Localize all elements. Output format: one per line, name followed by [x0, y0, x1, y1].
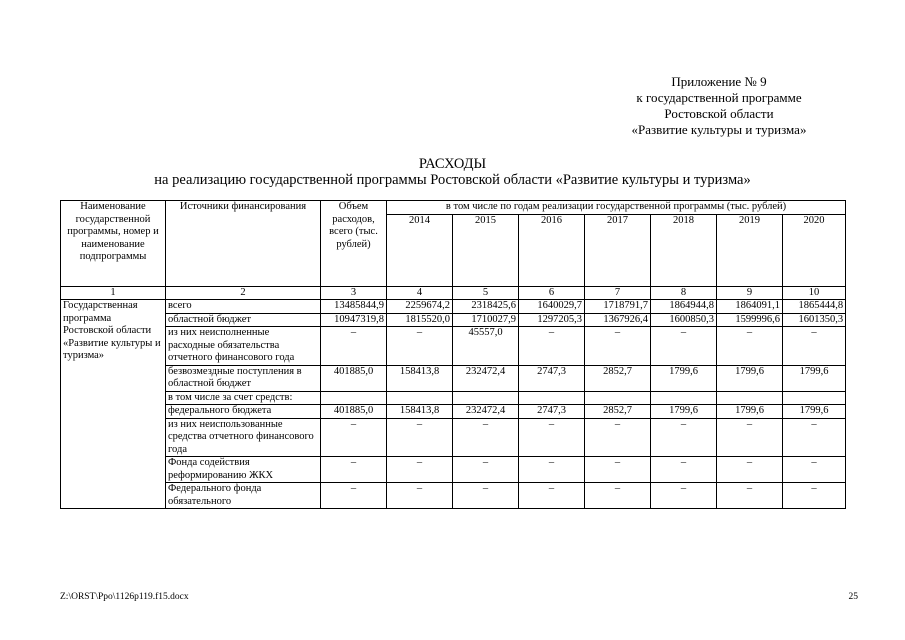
value-cell: –: [651, 327, 717, 366]
footer-file-path: Z:\ORST\Ppo\1126p119.f15.docx: [60, 592, 189, 602]
program-name-cell: Государственная программа Ростовской области «Развитие культуры и туризма»: [61, 300, 166, 509]
value-cell: [387, 391, 453, 405]
value-cell: –: [585, 327, 651, 366]
header-year: 2017: [585, 214, 651, 286]
value-cell: 1799,6: [651, 405, 717, 419]
value-cell: 1815520,0: [387, 313, 453, 327]
value-cell: [717, 391, 783, 405]
source-cell: из них неиспользованные средства отчетного финансового года: [166, 418, 321, 457]
value-cell: –: [585, 457, 651, 483]
value-cell: –: [321, 457, 387, 483]
value-cell: 2852,7: [585, 405, 651, 419]
value-cell: 1718791,7: [585, 300, 651, 314]
value-cell: –: [453, 483, 519, 509]
value-cell: 1367926,4: [585, 313, 651, 327]
value-cell: 401885,0: [321, 405, 387, 419]
column-number-row: [61, 286, 846, 300]
value-cell: –: [519, 483, 585, 509]
source-cell: безвозмездные поступления в областной бюджет: [166, 365, 321, 391]
column-number: 9: [717, 286, 783, 300]
table-row: [61, 405, 846, 419]
appendix-line-4: «Развитие культуры и туризма»: [631, 122, 807, 137]
value-cell: 232472,4: [453, 405, 519, 419]
value-cell: –: [651, 483, 717, 509]
value-cell: 158413,8: [387, 365, 453, 391]
appendix-line-1: Приложение № 9: [671, 74, 767, 89]
value-cell: 10947319,8: [321, 313, 387, 327]
value-cell: 1799,6: [651, 365, 717, 391]
value-cell: –: [717, 457, 783, 483]
value-cell: –: [585, 483, 651, 509]
title-line-1: РАСХОДЫ: [418, 156, 487, 172]
value-cell: 2747,3: [519, 365, 585, 391]
appendix-header: [589, 74, 849, 138]
value-cell: [651, 391, 717, 405]
value-cell: 1864091,1: [717, 300, 783, 314]
column-number: 2: [166, 286, 321, 300]
column-number: 7: [585, 286, 651, 300]
table-row: [61, 483, 846, 509]
value-cell: –: [387, 457, 453, 483]
source-cell: всего: [166, 300, 321, 314]
value-cell: –: [321, 418, 387, 457]
value-cell: –: [519, 457, 585, 483]
value-cell: 13485844,9: [321, 300, 387, 314]
value-cell: [585, 391, 651, 405]
value-cell: –: [717, 327, 783, 366]
value-cell: 1599996,6: [717, 313, 783, 327]
value-cell: 1799,6: [717, 405, 783, 419]
appendix-line-3: Ростовской области: [664, 106, 774, 121]
column-number: 4: [387, 286, 453, 300]
header-year: 2019: [717, 214, 783, 286]
source-cell: областной бюджет: [166, 313, 321, 327]
value-cell: [321, 391, 387, 405]
value-cell: –: [321, 483, 387, 509]
value-cell: 1799,6: [717, 365, 783, 391]
value-cell: –: [453, 418, 519, 457]
value-cell: 2852,7: [585, 365, 651, 391]
expenses-table: [60, 200, 846, 509]
value-cell: 45557,0: [453, 327, 519, 366]
value-cell: –: [321, 327, 387, 366]
value-cell: –: [387, 418, 453, 457]
header-year: 2016: [519, 214, 585, 286]
value-cell: –: [387, 327, 453, 366]
value-cell: 1600850,3: [651, 313, 717, 327]
header-year: 2014: [387, 214, 453, 286]
value-cell: –: [783, 418, 846, 457]
value-cell: 1601350,3: [783, 313, 846, 327]
value-cell: –: [585, 418, 651, 457]
title-line-2: на реализацию государственной программы Ростовской области «Развитие культуры и туризма»: [154, 172, 751, 188]
table-row: [61, 327, 846, 366]
value-cell: –: [651, 457, 717, 483]
column-number: 3: [321, 286, 387, 300]
header-year: 2015: [453, 214, 519, 286]
value-cell: –: [453, 457, 519, 483]
header-total: Объем расходов, всего (тыс. рублей): [321, 201, 387, 287]
value-cell: 158413,8: [387, 405, 453, 419]
value-cell: 1865444,8: [783, 300, 846, 314]
table-row: [61, 457, 846, 483]
value-cell: –: [651, 418, 717, 457]
value-cell: 1297205,3: [519, 313, 585, 327]
column-number: 10: [783, 286, 846, 300]
table-row: [61, 313, 846, 327]
header-source: Источники финансирования: [166, 201, 321, 287]
source-cell: из них неисполненные расходные обязательства отчетного финансового года: [166, 327, 321, 366]
column-number: 6: [519, 286, 585, 300]
header-by-years: в том числе по годам реализации государственной программы (тыс. рублей): [387, 201, 846, 215]
value-cell: [519, 391, 585, 405]
header-year: 2020: [783, 214, 846, 286]
column-number: 1: [61, 286, 166, 300]
value-cell: 1864944,8: [651, 300, 717, 314]
table-row: [61, 391, 846, 405]
value-cell: 2747,3: [519, 405, 585, 419]
value-cell: [783, 391, 846, 405]
value-cell: –: [387, 483, 453, 509]
value-cell: 401885,0: [321, 365, 387, 391]
table-row: [61, 365, 846, 391]
document-title: [0, 156, 905, 188]
source-cell: в том числе за счет средств:: [166, 391, 321, 405]
value-cell: –: [783, 457, 846, 483]
value-cell: –: [519, 418, 585, 457]
header-year: 2018: [651, 214, 717, 286]
value-cell: 1799,6: [783, 365, 846, 391]
table-body: [61, 201, 846, 509]
value-cell: 1710027,9: [453, 313, 519, 327]
value-cell: –: [783, 327, 846, 366]
footer-page-number: 25: [848, 592, 858, 602]
value-cell: –: [717, 483, 783, 509]
source-cell: Фонда содействия реформированию ЖКХ: [166, 457, 321, 483]
value-cell: 2318425,6: [453, 300, 519, 314]
header-row-1: [61, 201, 846, 215]
table-row: [61, 418, 846, 457]
table-row: [61, 300, 846, 314]
value-cell: –: [783, 483, 846, 509]
value-cell: 1640029,7: [519, 300, 585, 314]
appendix-line-2: к государственной программе: [636, 90, 802, 105]
value-cell: –: [519, 327, 585, 366]
column-number: 8: [651, 286, 717, 300]
value-cell: –: [717, 418, 783, 457]
value-cell: 232472,4: [453, 365, 519, 391]
source-cell: Федерального фонда обязательного: [166, 483, 321, 509]
column-number: 5: [453, 286, 519, 300]
header-name: Наименование государственной программы, номер и наименование подпрограммы: [61, 201, 166, 287]
source-cell: федерального бюджета: [166, 405, 321, 419]
value-cell: [453, 391, 519, 405]
value-cell: 1799,6: [783, 405, 846, 419]
value-cell: 2259674,2: [387, 300, 453, 314]
